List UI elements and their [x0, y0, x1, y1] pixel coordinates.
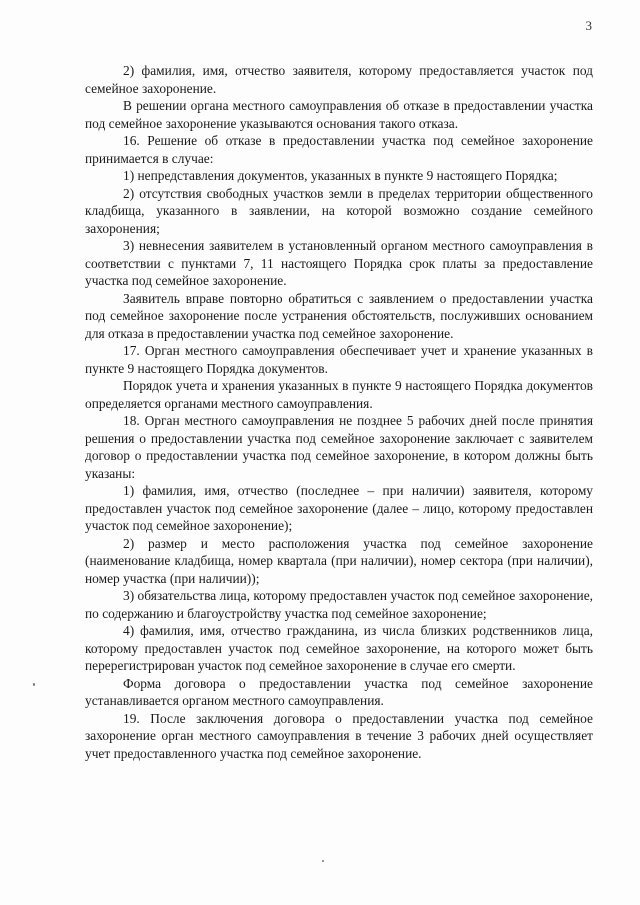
paragraph: 1) фамилия, имя, отчество (последнее – при наличии) заявителя, которому предоставлен участок под семейное захоронение (далее – лицо, которому предоставлен участок под семейное захоронение); — [85, 483, 593, 533]
paragraph: 2) фамилия, имя, отчество заявителя, которому предоставляется участок под семейное захоронение. — [85, 63, 593, 96]
paragraph: 3) обязательства лица, которому предоставлен участок под семейное захоронение, по содержанию и благоустройству участка под семейное захоронение; — [85, 588, 593, 621]
scan-speck — [322, 860, 324, 862]
paragraph: 1) непредставления документов, указанных в пункте 9 настоящего Порядка; — [123, 168, 558, 183]
scan-speck — [33, 683, 35, 686]
paragraph: 2) отсутствия свободных участков земли в пределах территории общественного кладбища, указанного в заявлении, на которой возможно создание семейного захоронения; — [85, 185, 593, 236]
paragraph: 4) фамилия, имя, отчество гражданина, из числа близких родственников лица, которому предоставлен участок под семейное захоронение, на которого может быть перерегистрирован участок под семейное захоронение в случае его смерти. — [85, 623, 593, 673]
document-body — [85, 62, 593, 762]
paragraph: 3) невнесения заявителем в установленный органом местного самоуправления в соответствии с пунктами 7, 11 настоящего Порядка срок платы за предоставление участка под семейное захоронение. — [85, 238, 593, 288]
paragraph: Порядок учета и хранения указанных в пункте 9 настоящего Порядка документов определяется органами местного самоуправления. — [85, 378, 593, 411]
paragraph: 17. Орган местного самоуправления обеспечивает учет и хранение указанных в пункте 9 настоящего Порядка документов. — [85, 343, 593, 376]
paragraph: 16. Решение об отказе в предоставлении участка под семейное захоронение принимается в случае: — [85, 133, 593, 166]
paragraph: В решении органа местного самоуправления об отказе в предоставлении участка под семейное захоронение указываются основания такого отказа. — [85, 98, 593, 131]
paragraph: 2) размер и место расположения участка под семейное захоронение (наименование кладбища, номер квартала (при наличии), номер сектора (при наличии), номер участка (при наличии)); — [85, 535, 593, 586]
page-number: 3 — [585, 18, 592, 33]
paragraph: 18. Орган местного самоуправления не позднее 5 рабочих дней после принятия решения о предоставлении участка под семейное захоронение заключает с заявителем договор о предоставлении участка под семейное захоронение, в котором должны быть указаны: — [85, 413, 593, 481]
paragraph: Форма договора о предоставлении участка под семейное захоронение устанавливается органом местного самоуправления. — [85, 675, 593, 708]
paragraph: Заявитель вправе повторно обратиться с заявлением о предоставлении участка под семейное захоронение после устранения обстоятельств, послуживших основанием для отказа в предоставлении участка под семейное захоронение. — [85, 290, 593, 341]
paragraph: 19. После заключения договора о предоставлении участка под семейное захоронение орган местного самоуправления в течение 3 рабочих дней осуществляет учет предоставленного участка под семейное захоронение. — [85, 710, 593, 761]
